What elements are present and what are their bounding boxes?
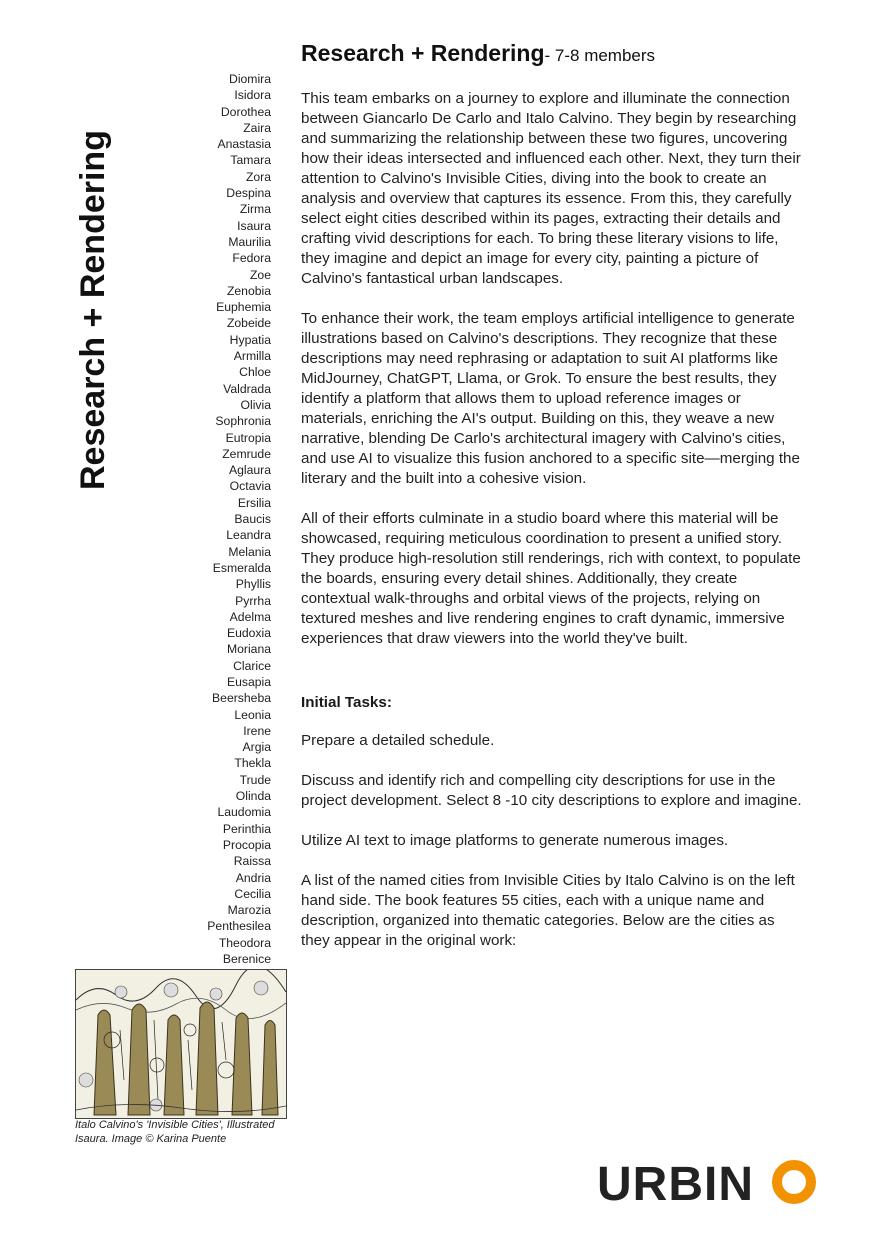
city-name: Procopia [222, 837, 271, 852]
city-name: Eudoxia [226, 626, 271, 641]
city-name: Sophronia [215, 414, 271, 429]
caption-line-1: Italo Calvino's 'Invisible Cities', Illustrated [75, 1119, 275, 1131]
city-name: Zobeide [226, 316, 271, 331]
tasks-heading: Initial Tasks: [301, 694, 392, 711]
city-name: Irene [243, 723, 271, 738]
city-name: Melania [228, 544, 271, 559]
illustration-caption [75, 1118, 290, 1146]
city-name: Despina [226, 186, 271, 201]
city-name: Berenice [222, 952, 271, 967]
city-name: Isidora [234, 88, 271, 103]
city-name: Marozia [227, 903, 271, 918]
city-name: Zirma [239, 202, 271, 217]
city-name: Moriana [226, 642, 271, 657]
city-name: Argia [242, 740, 271, 755]
urbino-logo [597, 1154, 819, 1206]
task-item: A list of the named cities from Invisible Cities by Italo Calvino is on the left hand side. The book features 55 cities, each with a unique name and description, organized into thematic categories. Below are the cities as they appear in the original work: [301, 872, 795, 949]
city-name: Eutropia [225, 430, 271, 445]
city-name: Zora [245, 169, 271, 184]
city-name: Pyrrha [235, 593, 271, 608]
city-list [207, 71, 271, 967]
city-name: Phyllis [235, 577, 271, 592]
city-name: Adelma [229, 609, 271, 624]
caption-line-2: Isaura. Image © Karina Puente [75, 1133, 227, 1145]
city-name: Thekla [234, 756, 271, 771]
city-name: Valdrada [223, 381, 271, 396]
city-name: Isaura [237, 218, 271, 233]
heading-subtitle: - 7-8 members [544, 46, 656, 65]
city-name: Esmeralda [212, 560, 271, 575]
city-name: Zenobia [226, 283, 271, 298]
city-name: Trude [239, 772, 271, 787]
side-title: Research + Rendering [74, 130, 112, 490]
city-name: Tamara [230, 153, 271, 168]
city-name: Theodora [218, 935, 271, 950]
city-name: Leonia [234, 707, 271, 722]
city-name: Dorothea [220, 104, 271, 119]
city-name: Diomira [229, 72, 271, 86]
city-name: Eusapia [226, 674, 271, 689]
heading-title: Research + Rendering [301, 40, 545, 66]
city-name: Leandra [226, 528, 271, 543]
task-item: Prepare a detailed schedule. [301, 732, 495, 749]
ai-paragraph: To enhance their work, the team employs artificial intelligence to generate illustrations based on Calvino's descriptions. They recognize that these descriptions may need rephrasing or adaptation to suit AI platforms like MidJourney, ChatGPT, Llama, or Grok. To ensure the best results, they identify a platform that allows them to upload reference images or materials, enriching the AI's output. Building on this, they weave a new narrative, blending De Carlo's architectural imagery with Calvino's cities, and use AI to visualize this fusion anchored to a specific site—merging the literary and the built into a cohesive vision. [301, 310, 800, 487]
board-paragraph: All of their efforts culminate in a studio board where this material will be showcased, requiring meticulous coordination to present a unified story. They produce high-resolution still renderings, rich with context, to populate the boards, ensuring every detail shines. Additionally, they create contextual walk-throughs and orbital views of the projects, relying on textured meshes and live rendering engines to craft dynamic, immersive experiences that draw viewers into the world they've built. [301, 510, 801, 647]
city-name: Ersilia [237, 495, 271, 510]
page-heading [301, 40, 806, 67]
city-name: Zoe [249, 267, 271, 282]
city-name: Octavia [229, 479, 271, 494]
city-name: Beersheba [212, 691, 271, 706]
city-name: Raissa [233, 854, 271, 869]
city-name: Perinthia [222, 821, 271, 836]
city-name: Clarice [233, 658, 271, 673]
city-name: Fedora [232, 251, 271, 266]
city-name: Armilla [233, 349, 271, 364]
city-name: Penthesilea [207, 919, 271, 934]
city-name: Euphemia [216, 300, 271, 315]
city-name: Zemrude [222, 446, 271, 461]
intro-paragraph: This team embarks on a journey to explore and illuminate the connection between Giancarlo De Carlo and Italo Calvino. They begin by researching and summarizing the relationship between these two figures, uncovering how their ideas intersected and influenced each other. Next, they turn their attention to Calvino's Invisible Cities, diving into the book to create an analysis and overview that captures its essence. From this, they carefully select eight cities described within its pages, extracting their details and crafting vivid descriptions for each. To bring these literary visions to life, they imagine and depict an image for every city, painting a picture of Calvino's fantastical urban landscapes. [301, 90, 801, 287]
city-name: Olivia [240, 397, 271, 412]
city-name: Hypatia [229, 332, 271, 347]
city-name: Chloe [239, 365, 271, 380]
city-name: Laudomia [217, 805, 271, 820]
city-name: Maurilia [228, 234, 271, 249]
isaura-illustration [75, 969, 287, 1119]
city-name: Zaira [243, 120, 271, 135]
city-name: Cecilia [234, 886, 271, 901]
city-name: Andria [235, 870, 271, 885]
task-item: Discuss and identify rich and compelling city descriptions for use in the project development. Select 8 -10 city descriptions to explore and imagine. [301, 772, 802, 809]
city-name: Aglaura [228, 463, 271, 478]
city-name: Olinda [235, 789, 271, 804]
city-name: Baucis [234, 512, 271, 527]
city-name: Anastasia [217, 137, 271, 152]
logo-wordmark: URBIN [597, 1158, 754, 1206]
logo-o-mark [777, 1165, 811, 1199]
task-item: Utilize AI text to image platforms to generate numerous images. [301, 832, 729, 849]
main-content [301, 40, 806, 971]
